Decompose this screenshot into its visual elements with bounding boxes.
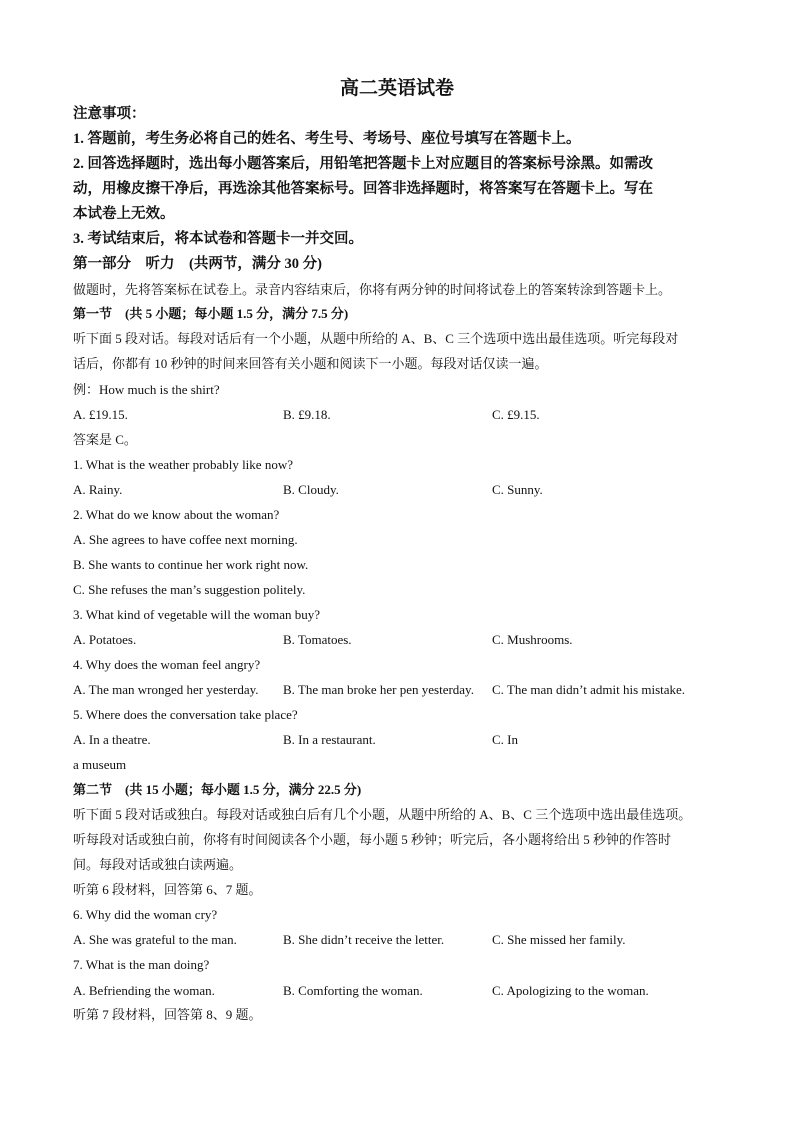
section1-intro-line-2: 话后，你都有 10 秒钟的时间来回答有关小题和阅读下一小题。每段对话仅读一遍。 bbox=[73, 356, 548, 371]
q1-option-c: C. Sunny. bbox=[492, 482, 543, 497]
notice-item-2-line-1: 2. 回答选择题时，选出每小题答案后，用铅笔把答题卡上对应题目的答案标号涂黑。如需改 bbox=[73, 156, 653, 172]
q1-option-a: A. Rainy. bbox=[73, 482, 123, 497]
question-5: 5. Where does the conversation take place? bbox=[73, 707, 298, 722]
q5-option-b: B. In a restaurant. bbox=[283, 732, 376, 747]
section1-intro-line-1: 听下面 5 段对话。每段对话后有一个小题，从题中所给的 A、B、C 三个选项中选出最佳选项。听完每段对 bbox=[73, 331, 679, 346]
q2-option-b: B. She wants to continue her work right now. bbox=[73, 557, 309, 572]
question-6: 6. Why did the woman cry? bbox=[73, 907, 218, 922]
q3-option-b: B. Tomatoes. bbox=[283, 632, 352, 647]
section2-heading: 第二节 (共 15 小题；每小题 1.5 分，满分 22.5 分) bbox=[73, 782, 362, 797]
q3-option-a: A. Potatoes. bbox=[73, 632, 137, 647]
q6-option-b: B. She didn’t receive the letter. bbox=[283, 932, 445, 947]
q4-option-a: A. The man wronged her yesterday. bbox=[73, 682, 259, 697]
example-option-a: A. £19.15. bbox=[73, 407, 128, 422]
question-7: 7. What is the man doing? bbox=[73, 957, 210, 972]
q5-option-c: C. In bbox=[492, 732, 518, 747]
q1-option-b: B. Cloudy. bbox=[283, 482, 339, 497]
question-3: 3. What kind of vegetable will the woman buy? bbox=[73, 607, 321, 622]
q4-option-b: B. The man broke her pen yesterday. bbox=[283, 682, 474, 697]
example-answer: 答案是 C。 bbox=[73, 432, 137, 447]
section2-intro-line-1: 听下面 5 段对话或独白。每段对话或独白后有几个小题，从题中所给的 A、B、C 三个选项中选出最佳选项。 bbox=[73, 807, 692, 822]
material-6-instruction: 听第 6 段材料，回答第 6、7 题。 bbox=[73, 882, 262, 897]
notice-item-3: 3. 考试结束后，将本试卷和答题卡一并交回。 bbox=[73, 231, 363, 247]
part1-intro: 做题时，先将答案标在试卷上。录音内容结束后，你将有两分钟的时间将试卷上的答案转涂到答题卡上。 bbox=[73, 282, 672, 297]
notice-heading: 注意事项： bbox=[73, 106, 146, 122]
q6-option-c: C. She missed her family. bbox=[492, 932, 626, 947]
q2-option-c: C. She refuses the man’s suggestion politely. bbox=[73, 582, 306, 597]
q2-option-a: A. She agrees to have coffee next morning. bbox=[73, 532, 298, 547]
question-4: 4. Why does the woman feel angry? bbox=[73, 657, 261, 672]
q5-option-c-continued: a museum bbox=[73, 757, 127, 772]
section2-intro-line-2: 听每段对话或独白前，你将有时间阅读各个小题，每小题 5 秒钟；听完后，各小题将给出 5 秒钟的作答时 bbox=[73, 832, 672, 847]
section2-intro-line-3: 间。每段对话或独白读两遍。 bbox=[73, 857, 243, 872]
q3-option-c: C. Mushrooms. bbox=[492, 632, 573, 647]
q7-option-c: C. Apologizing to the woman. bbox=[492, 983, 649, 998]
question-1: 1. What is the weather probably like now? bbox=[73, 457, 293, 472]
section1-heading: 第一节 (共 5 小题；每小题 1.5 分，满分 7.5 分) bbox=[73, 306, 349, 321]
q5-option-a: A. In a theatre. bbox=[73, 732, 151, 747]
example-option-c: C. £9.15. bbox=[492, 407, 540, 422]
notice-item-2-line-2: 动，用橡皮擦干净后，再选涂其他答案标号。回答非选择题时，将答案写在答题卡上。写在 bbox=[73, 181, 653, 197]
example-question: 例：How much is the shirt? bbox=[73, 382, 220, 397]
q6-option-a: A. She was grateful to the man. bbox=[73, 932, 237, 947]
page-title: 高二英语试卷 bbox=[339, 78, 454, 99]
q4-option-c: C. The man didn’t admit his mistake. bbox=[492, 682, 686, 697]
part1-heading: 第一部分 听力 (共两节，满分 30 分) bbox=[73, 256, 322, 272]
q7-option-b: B. Comforting the woman. bbox=[283, 983, 423, 998]
notice-item-1: 1. 答题前，考生务必将自己的姓名、考生号、考场号、座位号填写在答题卡上。 bbox=[73, 131, 581, 147]
material-7-instruction: 听第 7 段材料，回答第 8、9 题。 bbox=[73, 1007, 262, 1022]
q7-option-a: A. Befriending the woman. bbox=[73, 983, 215, 998]
example-option-b: B. £9.18. bbox=[283, 407, 331, 422]
notice-item-2-line-3: 本试卷上无效。 bbox=[73, 206, 175, 222]
question-2: 2. What do we know about the woman? bbox=[73, 507, 280, 522]
